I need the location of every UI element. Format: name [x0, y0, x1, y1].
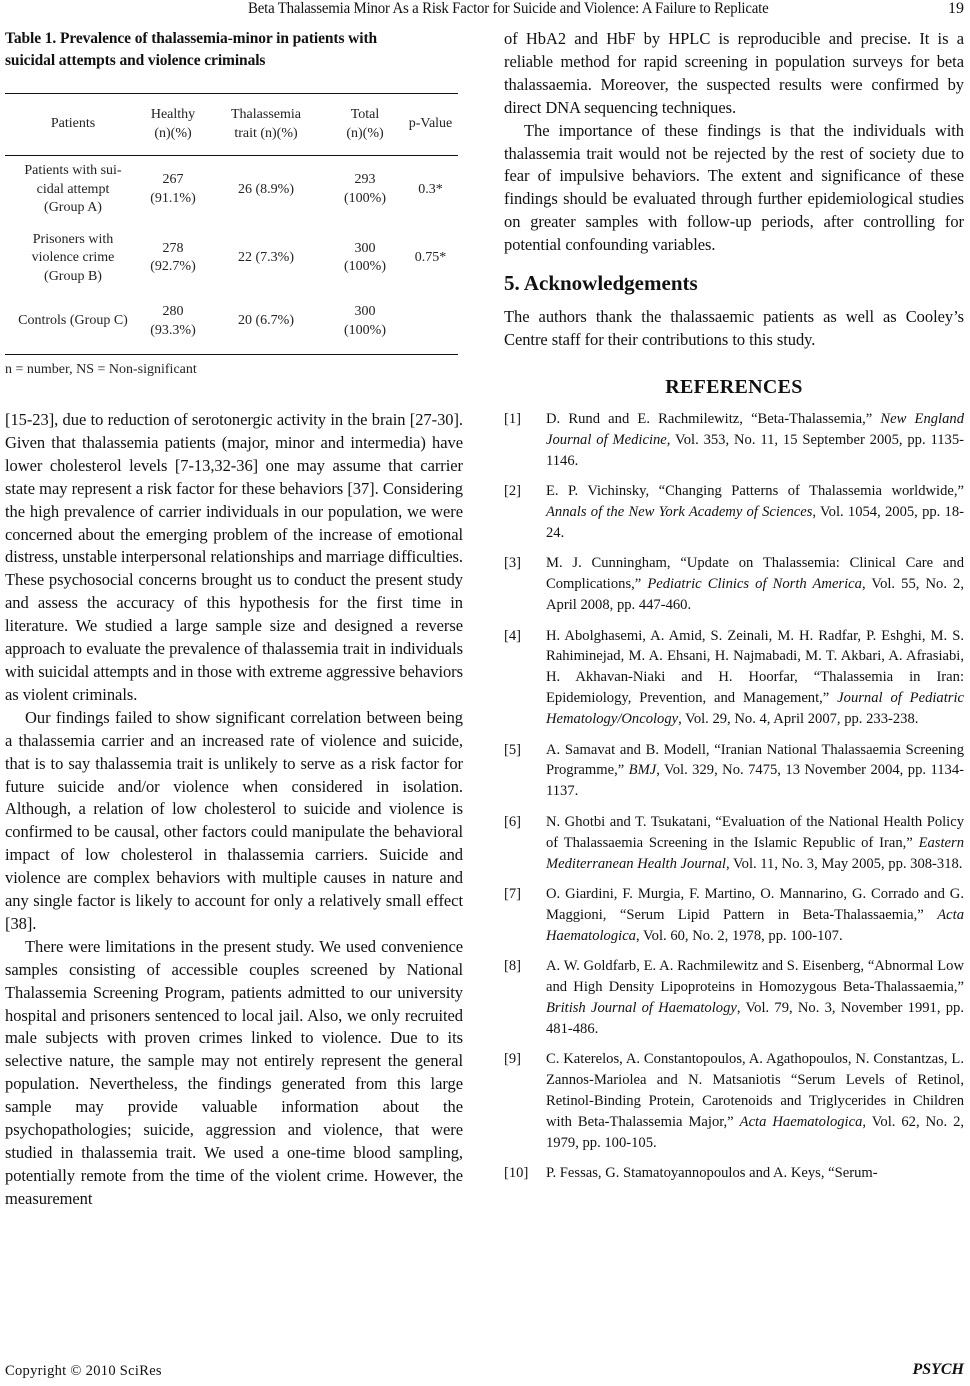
paragraph: The importance of these findings is that the individuals with thalassemia trait would not be rejected by the rest of society due to fear of impulsive behaviors. The extent and significance of these findings should be evaluated through further epidemiological studies on greater samples with follow-up periods, after controlling for potential confounding variables.: [504, 120, 964, 255]
table-caption-line: Table 1. Prevalence of thalassemia-minor in patients with: [5, 30, 378, 47]
cell-thalassemia-trait: 22 (7.3%): [238, 250, 294, 265]
reference-number: [8]: [504, 958, 522, 975]
reference-item: [3] M. J. Cunningham, “Update on Thalassemia: Clinical Care and Complications,” Pediatric Clinics of North America, Vol. 55, No. 2, April 2008, pp. 447-460.: [504, 555, 964, 614]
page-number: 19: [948, 0, 964, 17]
references-heading: REFERENCES: [665, 375, 803, 398]
reference-item: [9] C. Katerelos, A. Constantopoulos, A. Agathopoulos, N. Constantzas, L. Zannos-Mariolea and N. Matsaniotis “Serum Levels of Retinol, Retinol-Binding Protein, Carotenoids and Triglycerides in Children with Beta-Thalassemia Major,” Acta Haematologica, Vol. 62, No. 2, 1979, pp. 100-105.: [504, 1051, 965, 1151]
cell-thalassemia-trait: 20 (6.7%): [205, 293, 327, 355]
reference-number: [4]: [504, 627, 522, 644]
table-row: [5, 225, 458, 294]
journal-title: Journal of Pediatric Hematology/Oncology: [546, 690, 964, 728]
table-row: [5, 156, 458, 225]
running-header: [0, 0, 970, 24]
copyright-footer: Copyright © 2010 SciRes: [5, 1363, 162, 1379]
acknowledgements-text: [504, 306, 964, 352]
table-caption: [5, 28, 463, 72]
reference-number: [1]: [504, 410, 522, 427]
cell-total: 293 (100%): [344, 172, 386, 206]
reference-number: [10]: [504, 1165, 529, 1182]
reference-item: [2] E. P. Vichinsky, “Changing Patterns of Thalassemia worldwide,” Annals of the New York Academy of Sciences, Vol. 1054, 2005, pp. 18-24.: [504, 483, 964, 541]
cell-total: 300 (100%): [327, 293, 403, 355]
reference-number: [7]: [504, 886, 522, 902]
acknowledgements-heading: 5. Acknowledgements: [504, 271, 698, 296]
reference-number: [9]: [504, 1051, 522, 1068]
paragraph: Our findings failed to show significant correlation between being a thalassemia carrier and an increased rate of violence and suicide, that is to say thalassemia trait is unlikely to serve as a risk factor for future suicide and/or violence when considered in isolation. Although, a relation of low cholesterol to suicide and violence is confirmed to be causal, other factors could manipulate the behavioral impact of low cholesterol in thalassemia carriers. Suicide and violence are complex behaviors with multiple causes in nature and any single factor is likely to account for only a relatively small effect [38].: [5, 707, 463, 933]
column-header-patients: Patients: [5, 94, 141, 156]
reference-number: [5]: [504, 741, 522, 758]
cell-p-value: 0.75*: [414, 250, 447, 265]
reference-number: [3]: [504, 555, 522, 572]
cell-patients: Prisoners with violence crime (Group B): [31, 231, 115, 284]
left-body-text: [5, 409, 463, 1211]
reference-item: [6] N. Ghotbi and T. Tsukatani, “Evaluation of the National Health Policy of Thalassaemia Screening in the Islamic Republic of Iran,” Eastern Mediterranean Health Journal, Vol. 11, No. 3, May 2005, pp. 308-318.: [504, 813, 964, 872]
journal-title: British Journal of Haematology: [546, 1000, 737, 1017]
cell-patients: Controls (Group C): [5, 293, 141, 355]
reference-list: [504, 409, 964, 1184]
cell-p-value: 0.3*: [418, 181, 443, 197]
column-header-p-value: p-Value: [403, 94, 458, 156]
cell-p-value: [403, 293, 458, 355]
journal-title: Acta Haematologica: [546, 906, 964, 944]
table-row: [5, 293, 458, 355]
right-body-text: [504, 28, 964, 257]
cell-healthy: 267 (91.1%): [150, 172, 196, 206]
journal-footer: PSYCH: [912, 1361, 964, 1378]
journal-title: Acta Haematologica: [739, 1114, 863, 1131]
cell-total: 300 (100%): [344, 240, 386, 275]
reference-item: [8] A. W. Goldfarb, E. A. Rachmilewitz and S. Eisenberg, “Abnormal Low and High Density Lipoproteins in Homozygous Beta-Thalassaemia,” British Journal of Haematology, Vol. 79, No. 3, November 1991, pp. 481-486.: [504, 958, 964, 1037]
reference-item: [4] H. Abolghasemi, A. Amid, S. Zeinali, M. H. Radfar, P. Eshghi, M. S. Rahiminejad, M. A. Ehsani, H. Najmabadi, M. T. Akbari, A. Afrasiabi, H. Akhavan-Niaki and H. Hoorfar, “Thalassemia in Iran: Epidemiology, Prevention, and Management,” Journal of Pediatric Hematology/Oncology, Vol. 29, No. 4, April 2007, pp. 233-238.: [504, 627, 964, 728]
reference-item: [1] D. Rund and E. Rachmilewitz, “Beta-Thalassemia,” New England Journal of Medicine, Vol. 353, No. 11, 15 September 2005, pp. 1135-1146.: [504, 410, 965, 469]
running-title: Beta Thalassemia Minor As a Risk Factor for Suicide and Violence: A Failure to Replicate: [248, 0, 769, 17]
journal-title: BMJ: [628, 762, 657, 779]
prevalence-table: [5, 93, 458, 355]
column-header-total: Total (n)(%): [327, 94, 403, 156]
reference-item: [10] P. Fessas, G. Stamatoyannopoulos and A. Keys, “Serum-: [504, 1163, 964, 1184]
column-header-thalassemia-trait: Thalassemia trait (n)(%): [205, 94, 327, 156]
table-header-row: [5, 94, 458, 156]
paragraph: The authors thank the thalassaemic patients as well as Cooley’s Centre staff for their contributions to this study.: [504, 307, 964, 349]
reference-number: [6]: [504, 813, 522, 830]
table-note: n = number, NS = Non-significant: [5, 362, 197, 377]
left-column: [5, 28, 463, 1211]
column-header-healthy: Healthy (n)(%): [141, 94, 205, 156]
journal-title: Pediatric Clinics of North America: [647, 576, 862, 593]
paragraph: of HbA2 and HbF by HPLC is reproducible and precise. It is a reliable method for rapid screening in population surveys for beta thalassaemia. Moreover, the suspected results were confirmed by direct DNA sequencing techniques.: [504, 29, 964, 117]
paragraph: There were limitations in the present study. We used convenience samples consisting of accessible couples screened by National Thalassemia Screening Program, patients admitted to our university hospital and prisoners sentenced to local jail. Also, we only recruited male subjects with proven crimes linked to violence. Due to its selective nature, the sample may not entirely represent the general population. Nevertheless, the findings generated from this large sample may provide valuable information about the psychopathologies; suicide, aggression and violence, that were studied in thalassemia trait. We used a one-time blood sampling, potentially remote from the time of the violent crime. However, the measurement: [5, 936, 463, 1208]
reference-item: [7] O. Giardini, F. Murgia, F. Martino, O. Mannarino, G. Corrado and G. Maggioni, “Serum Lipid Pattern in Beta-Thalassaemia,” Acta Haematologica, Vol. 60, No. 2, 1978, pp. 100-107.: [504, 886, 964, 944]
reference-number: [2]: [504, 483, 522, 500]
cell-thalassemia-trait: 26 (8.9%): [238, 181, 294, 197]
paragraph: [15-23], due to reduction of serotonergic activity in the brain [27-30]. Given that thalassemia patients (major, minor and intermedia) have lower cholesterol levels [7-13,32-36] one may assume that carrier state may represent a risk factor for these behaviors [37]. Considering the high prevalence of carrier individuals in our population, we were concerned about the emerging problem of the increase of emotional distress, unstable interpersonal relationships and marriage difficulties. These psychosocial concerns brought us to conduct the present study and assess the accuracy of this hypothesis for the first time in literature. We studied a large sample size and designed a reverse approach to evaluate the prevalence of thalassemia trait in individuals with suicidal attempts and in those with extreme aggressive behaviors as violent criminals.: [5, 410, 463, 704]
journal-title: Annals of the New York Academy of Sciences: [546, 504, 813, 520]
journal-title: Eastern Mediterranean Health Journal: [546, 834, 964, 872]
cell-healthy: 278 (92.7%): [150, 240, 196, 275]
cell-healthy: 280 (93.3%): [141, 293, 205, 355]
reference-item: [5] A. Samavat and B. Modell, “Iranian National Thalassaemia Screening Programme,” BMJ, Vol. 329, No. 7475, 13 November 2004, pp. 1134-1137.: [504, 741, 964, 800]
right-column: [504, 28, 964, 1194]
cell-patients: Patients with sui- cidal attempt (Group A): [24, 163, 122, 215]
journal-title: New England Journal of Medicine: [546, 410, 964, 448]
table-caption-line: suicidal attempts and violence criminals: [5, 52, 266, 69]
